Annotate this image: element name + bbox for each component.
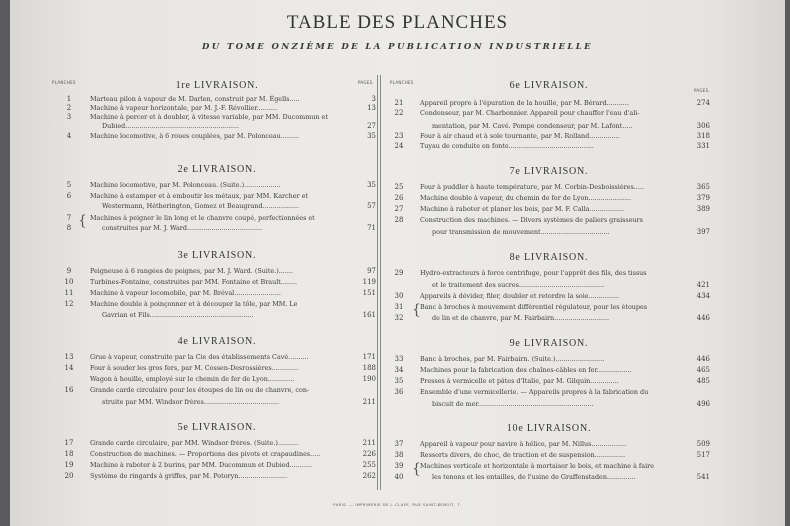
table-row [58, 224, 376, 233]
page-number: 446 [696, 355, 710, 363]
table-row [388, 388, 710, 397]
table-row [58, 353, 376, 362]
plate-number: 2 [66, 104, 72, 112]
page-number: 421 [696, 281, 710, 289]
plate-description: struite par MM. Windsor frères..................................... [102, 398, 279, 406]
table-row [58, 439, 376, 448]
plate-description: Machine à estamper et à emboutir les métaux, par MM. Karcher et [90, 192, 308, 200]
table-row [388, 400, 710, 409]
plate-number: 21 [394, 99, 404, 107]
plate-description: Construction des machines. — Divers systèmes de paliers graisseurs [420, 216, 643, 224]
plate-number: 22 [394, 109, 404, 117]
page-number: 13 [367, 104, 376, 112]
page-subtitle: DU TOME ONZIÈME DE LA PUBLICATION INDUSTRIELLE [202, 42, 593, 52]
plate-description: Grue à vapeur, construite par la Cie des établissements Cavé.......... [90, 353, 309, 361]
plate-description: Dubied........................................................ [102, 122, 240, 130]
plate-description: Système de ringards à griffes, par M. Potoryn........................ [90, 472, 288, 480]
plate-number: 26 [394, 194, 404, 202]
livraison-heading: 3e LIVRAISON. [177, 250, 257, 261]
plate-description: Condenseur, par M. Charbonnier. Appareil pour chauffer l'eau d'ali- [420, 109, 640, 117]
table-row [388, 132, 710, 141]
page-number: 365 [696, 183, 710, 191]
table-row [58, 364, 376, 373]
plate-number: 1 [66, 95, 72, 103]
plate-description: Tuyau de conduite en fonte.......................................... [420, 142, 594, 150]
brace-symbol: { [412, 461, 421, 477]
plate-description: Machine double à poinçonner et à découper la tôle, par MM. Le [90, 300, 298, 308]
page-number: 465 [696, 366, 710, 374]
plate-number: 24 [394, 142, 404, 150]
livraison-heading: 2e LIVRAISON. [177, 164, 257, 175]
plate-description: Appareils à dévider, filer, doubler et retordre la soie............... [420, 292, 620, 300]
plate-description: Machines à peigner le lin long et le chanvre coupé, perfectionnées et [90, 214, 315, 222]
page-number: 509 [696, 440, 710, 448]
table-row [58, 386, 376, 395]
page-number: 389 [696, 205, 710, 213]
planches-header-right: PLANCHES [390, 80, 414, 85]
plate-description: Construction de machines. — Proportions des pivots et crapaudines..... [90, 450, 321, 458]
plate-number: 39 [394, 462, 404, 470]
plate-description: Presses à vermicelle et pâtes d'Italie, par M. Gilquin.............. [420, 377, 619, 385]
page-number: 331 [696, 142, 710, 150]
plate-number: 14 [64, 364, 74, 372]
page-number: 541 [696, 473, 710, 481]
table-row [58, 461, 376, 470]
table-row [58, 311, 376, 320]
plate-description: et le traitement des sucres.......................................... [432, 281, 605, 289]
plate-description: Machines verticale et horizontale à mortaiser le bois, et machine à faire [420, 462, 654, 470]
livraison-heading: 5e LIVRAISON. [177, 422, 257, 433]
table-row [58, 113, 376, 122]
table-row [58, 181, 376, 190]
pages-header-right: PAGES. [693, 88, 710, 93]
table-row [58, 267, 376, 276]
plate-description: Machine à vapeur locomobile, par M. Bréval....................... [90, 289, 281, 297]
page-number: 274 [696, 99, 710, 107]
livraison-heading: 10e LIVRAISON. [506, 423, 592, 434]
table-row [388, 366, 710, 375]
plate-number: 18 [64, 450, 74, 458]
plate-description: Westermann, Hétherington, Gomez et Beaugrand.................. [102, 202, 300, 210]
table-row [388, 292, 710, 301]
table-row [58, 214, 376, 223]
page-number: 379 [696, 194, 710, 202]
table-row [58, 104, 376, 113]
table-row [58, 122, 376, 131]
plate-number: 9 [66, 267, 72, 275]
table-row [388, 281, 710, 290]
page-number: 211 [362, 398, 376, 406]
plate-number: 17 [64, 439, 74, 447]
page-title: TABLE DES PLANCHES [286, 12, 509, 33]
table-row [388, 314, 710, 323]
plate-description: Machine locomotive, à 6 roues couplées, par M. Polonceau......... [90, 132, 300, 140]
page-number: 27 [367, 122, 376, 130]
page-number: 119 [362, 278, 376, 286]
page-number: 3 [371, 95, 376, 103]
plate-description: Grande carde circulaire pour les étoupes de lin ou de chanvre, con- [90, 386, 310, 394]
plate-number: 37 [394, 440, 404, 448]
livraison-heading: 6e LIVRAISON. [509, 80, 589, 91]
page-number: 211 [362, 439, 376, 447]
plate-number: 31 [394, 303, 404, 311]
table-row [58, 450, 376, 459]
plate-description: Ensemble d'une vermicellerie. — Appareils propres à la fabrication du [420, 388, 649, 396]
plate-description: Ressorts divers, de choc, de traction et de suspension............... [420, 451, 626, 459]
table-row [388, 205, 710, 214]
plate-description: Peigneuse à 6 rangées de peignes, par M. J. Ward. (Suite.)....... [90, 267, 293, 275]
plate-number: 3 [66, 113, 72, 121]
column-divider [380, 75, 381, 490]
table-row [388, 269, 710, 278]
planches-header-left: PLANCHES [52, 80, 76, 85]
table-row [388, 462, 710, 471]
page-number: 190 [362, 375, 376, 383]
brace-symbol: { [78, 213, 87, 229]
table-row [388, 451, 710, 460]
plate-description: Banc à broches à mouvement différentiel régulateur, pour les étoupes [420, 303, 648, 311]
plate-description: Wagon à houille, employé sur le chemin de fer de Lyon............. [90, 375, 295, 383]
table-row [58, 202, 376, 211]
table-row [58, 300, 376, 309]
page-number: 496 [696, 400, 710, 408]
plate-number: 28 [394, 216, 404, 224]
page-number: 318 [696, 132, 710, 140]
plate-number: 33 [394, 355, 404, 363]
plate-number: 25 [394, 183, 404, 191]
table-row [58, 472, 376, 481]
page-number: 97 [367, 267, 376, 275]
plate-number: 34 [394, 366, 404, 374]
plate-number: 6 [66, 192, 72, 200]
page-number: 446 [696, 314, 710, 322]
plate-description: Hydro-extracteurs à force centrifuge, pour l'apprêt des fils, des tissus [420, 269, 647, 277]
table-row [388, 377, 710, 386]
page-number: 71 [367, 224, 376, 232]
page-number: 188 [362, 364, 376, 372]
livraison-heading: 4e LIVRAISON. [177, 336, 257, 347]
plate-number: 29 [394, 269, 404, 277]
table-row [58, 132, 376, 141]
plate-number: 10 [64, 278, 74, 286]
plate-description: Machine à raboter à 2 burins, par MM. Ducommun et Dubied........... [90, 461, 312, 469]
plate-description: Marteau pilon à vapeur de M. Darlen, construit par M. Égells..... [90, 95, 300, 103]
table-row [58, 278, 376, 287]
plate-number: 5 [66, 181, 72, 189]
plate-number: 20 [64, 472, 74, 480]
page-number: 161 [362, 311, 376, 319]
table-row [58, 192, 376, 201]
plate-number: 32 [394, 314, 404, 322]
table-row [388, 228, 710, 237]
plate-description: mentation, par M. Cavé. Pompe condenseur, par M. Lafont..... [432, 122, 633, 130]
plate-description: Machine locomotive, par M. Polonceau. (Suite.).................. [90, 181, 281, 189]
plate-description: Machines pour la fabrication des chaînes-câbles en fer................. [420, 366, 632, 374]
plate-description: Appareil propre à l'épuration de la houille, par M. Bérard........... [420, 99, 629, 107]
livraison-heading: 8e LIVRAISON. [509, 252, 589, 263]
page-number: 35 [367, 181, 376, 189]
plate-description: biscuit de mer......................................................... [432, 400, 594, 408]
plate-description: de lin et de chanvre, par M. Fairbairn........................... [432, 314, 610, 322]
table-row [388, 216, 710, 225]
table-row [388, 99, 710, 108]
page-number: 262 [362, 472, 376, 480]
livraison-heading: 9e LIVRAISON. [509, 338, 589, 349]
plate-number: 36 [394, 388, 404, 396]
page-number: 171 [362, 353, 376, 361]
table-row [58, 95, 376, 104]
plate-description: pour transmission de mouvement.................................. [432, 228, 610, 236]
plate-description: Machine double à vapeur, du chemin de fer de Lyon..................... [420, 194, 632, 202]
plate-description: Machine à raboter et planer les bois, par M. F. Calla................. [420, 205, 625, 213]
table-row [388, 473, 710, 482]
printer-imprint: PARIS. — IMPRIMERIE DE J. CLAYE, RUE SAINT-BENOIT, 7. [333, 503, 462, 507]
plate-number: 7 [66, 214, 72, 222]
table-row [388, 142, 710, 151]
table-row [388, 109, 710, 118]
plate-number: 35 [394, 377, 404, 385]
table-row [58, 398, 376, 407]
page-number: 151 [362, 289, 376, 297]
page-number: 255 [362, 461, 376, 469]
page-number: 485 [696, 377, 710, 385]
brace-symbol: { [412, 302, 421, 318]
plate-description: Four à air chaud et à sole tournante, par M. Rolland............... [420, 132, 620, 140]
plate-number: 11 [64, 289, 74, 297]
pages-header-left: PAGES. [357, 80, 374, 85]
plate-description: Four à puddler à haute température, par M. Corbin-Desboissières..... [420, 183, 644, 191]
plate-number: 27 [394, 205, 404, 213]
table-row [388, 194, 710, 203]
table-row [388, 303, 710, 312]
plate-number: 8 [66, 224, 72, 232]
plate-number: 30 [394, 292, 404, 300]
plate-number: 16 [64, 386, 74, 394]
page-number: 226 [362, 450, 376, 458]
plate-description: Grande carde circulaire, par MM. Windsor frères. (Suite.).......... [90, 439, 299, 447]
plate-description: les tenons et les entailles, de l'usine de Graffenstaden.............. [432, 473, 636, 481]
document-page [10, 0, 785, 526]
plate-description: Four à souder les gros fers, par M. Cossen-Desrossières............. [90, 364, 299, 372]
page-number: 517 [696, 451, 710, 459]
table-row [58, 289, 376, 298]
plate-number: 38 [394, 451, 404, 459]
plate-description: Machine à percer et à doubler, à vitesse variable, par MM. Ducommun et [90, 113, 328, 121]
page-number: 397 [696, 228, 710, 236]
plate-number: 19 [64, 461, 74, 469]
table-row [388, 355, 710, 364]
plate-number: 4 [66, 132, 72, 140]
table-row [388, 122, 710, 131]
page-number: 434 [696, 292, 710, 300]
plate-number: 23 [394, 132, 404, 140]
table-row [388, 183, 710, 192]
plate-number: 40 [394, 473, 404, 481]
column-divider [377, 75, 378, 490]
page-number: 306 [696, 122, 710, 130]
plate-number: 12 [64, 300, 74, 308]
plate-description: Appareil à vapeur pour navire à hélice, par M. Nillus................. [420, 440, 626, 448]
plate-description: construites par M. J. Ward..................................... [102, 224, 263, 232]
livraison-heading: 7e LIVRAISON. [509, 166, 589, 177]
plate-description: Turbines-Fontaine, construites par MM. Fontaine et Brault........ [90, 278, 298, 286]
plate-description: Gavrian et Fils................................................... [102, 311, 254, 319]
plate-description: Banc à broches, par M. Fairbairn. (Suite.)........................ [420, 355, 605, 363]
page-number: 57 [367, 202, 376, 210]
table-row [388, 440, 710, 449]
plate-description: Machine à vapeur horizontale, par M. J.-F. Révollier.......... [90, 104, 277, 112]
livraison-heading: 1re LIVRAISON. [175, 80, 259, 91]
plate-number: 13 [64, 353, 74, 361]
table-row [58, 375, 376, 384]
page-number: 35 [367, 132, 376, 140]
